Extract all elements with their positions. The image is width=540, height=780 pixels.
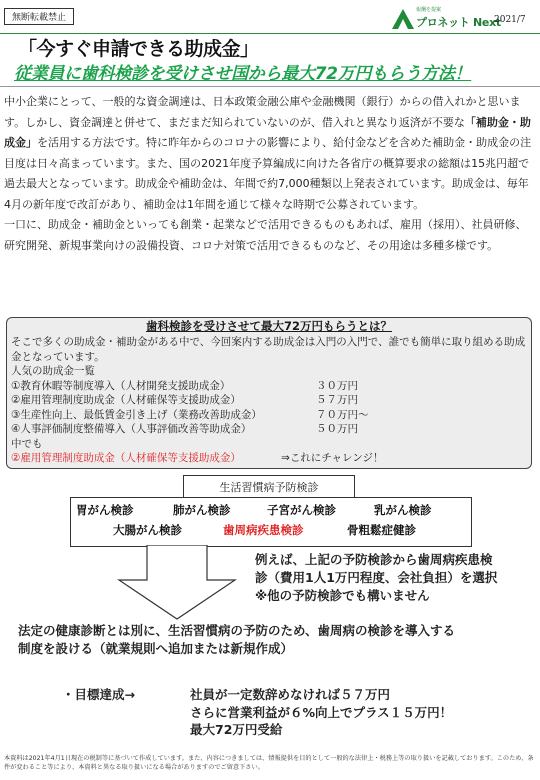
intro-p1-bold: 「補助金・助成金」	[4, 115, 531, 149]
exam-item-highlighted: 歯周病疾患検診	[223, 523, 304, 537]
list-item-amount: ５７万円	[316, 394, 358, 406]
among-label: 中でも	[11, 437, 43, 450]
intro-paragraph-2: 一口に、助成金・補助金といっても創業・起業などで活用できるものもあれば、雇用（採用）、社員研修、研究開発、新規事業向けの設備投資、コロナ対策で活用できるものなど、その用途は多種多様です。	[4, 218, 527, 252]
logo-name: プロネット Next	[416, 16, 501, 29]
page-title: 「今すぐ申請できる助成金」	[18, 38, 259, 60]
exam-item: 子宮がん検診	[267, 503, 336, 517]
box-title: 歯科検診を受けさせて最大72万円もらうとは？	[145, 319, 392, 333]
no-reproduction-badge: 無断転載禁止	[4, 8, 74, 25]
box-lead: そこで多くの助成金・補助金がある中で、今回案内する助成金は入門の入門で、誰でも簡単に取り組める助成金となっています。	[11, 336, 526, 363]
intro-p1-text-a: 中小企業にとって、一般的な資金調達は、日本政策金融公庫や金融機関（銀行）からの借入れかと思います。しかし、資金調達と併せて、まだまだ知られていないのが、借入れと異なり返済が不要な	[4, 95, 521, 129]
intro-p1-text-b: を活用する方法です。特に昨年からのコロナの影響により、給付金などを含めた補助金・助成金の注目度は日々高まっています。また、国の2021年度予算編成に向けた各省庁の概算要求の総額は15兆円超で過去最大となっています。助成金や補助金は、年間で約7,000種類以上発表されています。助成金は、毎年4月の新年度で改訂があり、補助金は1年間を通じて様々な時期で公募されています。	[4, 136, 532, 211]
list-item: ②雇用管理制度助成金（人材確保等支援助成金）	[11, 394, 241, 406]
title-divider	[0, 86, 540, 87]
issue-date: 2021/7	[494, 15, 526, 25]
company-logo	[392, 5, 502, 31]
logo-tagline: 報酬を提案	[416, 7, 442, 13]
list-item-amount: ７０万円～	[316, 408, 369, 421]
disclaimer: 本資料は2021年4月1日現在の税制等に基づいて作成しています。また、内容につきましては、情報提供を目的として一般的な法律上・税務上等の取り扱いを記載しております。このため、条件が変わること等により、本資料と異なる取り扱いになる場合がありますのでご留意下さい。	[4, 755, 534, 771]
goal-line-3: 最大72万円受給	[190, 722, 283, 737]
example-note: ※他の予防検診でも構いません	[255, 588, 430, 603]
list-item-amount: ３０万円	[316, 379, 358, 392]
exam-item: 大腸がん検診	[113, 523, 182, 537]
arrow-right-icon: ⇒	[281, 452, 290, 464]
intro-text	[4, 92, 534, 256]
exam-item: 肺がん検診	[173, 503, 231, 517]
logo-mark-icon	[392, 7, 414, 29]
policy-line-1: 法定の健康診断とは別に、生活習慣病の予防のため、歯周病の検診を導入する	[18, 623, 456, 638]
preventive-exam-heading: 生活習慣病予防検診	[183, 475, 355, 500]
list-item-amount: ５０万円	[316, 423, 358, 435]
exam-item: 骨粗鬆症健診	[347, 523, 416, 537]
example-line-2: 診（費用1人1万円程度、会社負担）を選択	[255, 570, 498, 585]
policy-line-2: 制度を設ける（就業規則へ追加または新規作成）	[18, 641, 294, 656]
list-header: 人気の助成金一覧	[11, 365, 95, 377]
goal-lines	[190, 686, 530, 739]
exam-list-box	[70, 497, 472, 547]
policy-text	[18, 622, 528, 658]
exam-item: 乳がん検診	[374, 503, 432, 517]
challenge-note	[281, 451, 383, 466]
goal-label: ・目標達成→	[62, 687, 135, 702]
challenge-text: これにチャレンジ！	[289, 452, 384, 464]
goal-line-1: 社員が一定数辞めなければ５７万円	[190, 687, 391, 702]
goal-line-2: さらに営業利益が６%向上でプラス１５万円！	[190, 704, 453, 720]
highlighted-subsidy: ②雇用管理制度助成金（人材確保等支援助成金）	[11, 452, 241, 464]
down-arrow-icon	[117, 545, 237, 620]
example-selection-text	[255, 551, 535, 605]
list-item: ④人事評価制度整備導入（人事評価改善等助成金）	[11, 423, 252, 435]
exam-item: 胃がん検診	[76, 503, 134, 517]
list-item: ③生産性向上、最低賃金引き上げ（業務改善助成金）	[11, 408, 262, 421]
subsidy-info-box	[6, 317, 532, 469]
example-line-1: 例えば、上記の予防検診から歯周病疾患検	[255, 552, 493, 567]
intro-paragraph-1	[4, 92, 534, 215]
page-subtitle: 従業員に歯科検診を受けさせ国から最大72万円もらう方法！	[14, 64, 472, 84]
list-item: ①教育休暇等制度導入（人材開発支援助成金）	[11, 379, 231, 392]
